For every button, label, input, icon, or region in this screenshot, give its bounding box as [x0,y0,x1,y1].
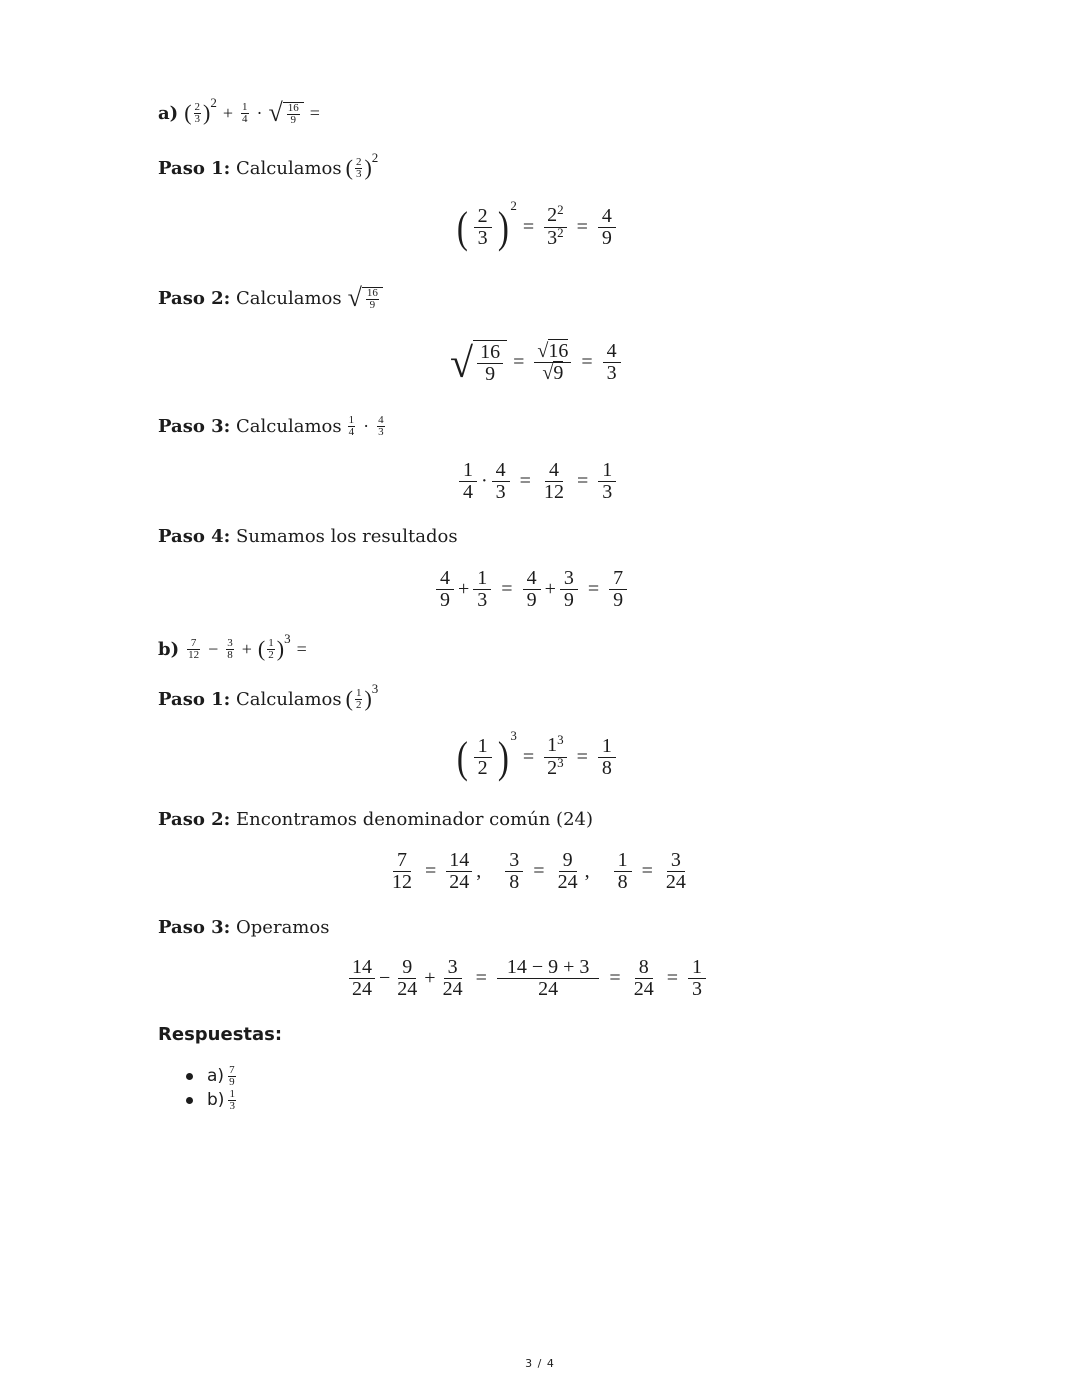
a-step1-equation: ( 2 3 ) 2 = $\frac{2^2}{3^2}$ = $\frac{4}{9}$ [455,205,620,250]
answer-a: a) 7 9 [186,1064,238,1088]
b-step2-heading: Paso 2: Encontramos denominador común (24) [158,809,593,830]
answers-list [186,1064,238,1112]
b-step1-heading: Paso 1: Calculamos ( 1 2 ) 3 [158,681,379,711]
exercise-b-statement: b) 7 12 − $\frac{3}{8}$ + ( 1 2 ) 3 = [158,631,307,661]
fraction: $\frac{1}{4}$ [242,100,248,125]
answers-title: Respuestas: [158,1024,283,1045]
b-step3-equation: 14 24 − $\frac{9}{24}$ + $\frac{3}{24}$ = $\frac{14 - 9 + 3}{24}$ = $\frac{8}{24}$ = $\frac{1}{3}$ [345,957,710,1000]
page-number: 3 / 4 [525,1357,555,1370]
fraction: 2 3 [194,100,201,125]
exercise-a-label: a) [158,102,179,124]
exercise-b-label: b) [158,638,180,660]
b-step1-equation: ( 1 2 ) 3 = $\frac{1^3}{2^3}$ = $\frac{1}{8}$ [455,735,620,780]
b-step2-equation: $\frac{7}{12}$ = $\frac{14}{24}$ , $\frac{3}{8}$ = $\frac{9}{24}$ , $\frac{1}{8}$ = $\frac{3}{24}$ [392,849,686,893]
a-step3-heading: Paso 3: Calculamos 1 4 · 4 3 [158,414,384,438]
b-step3-heading: Paso 3: Operamos [158,917,330,938]
a-step2-equation: √ $\frac{16}{9}$ = $\frac{√16}{√9}$ = $\frac{4}{3}$ [450,340,625,385]
answer-b: b) 1 3 [186,1088,238,1112]
a-step1-heading: Paso 1: Calculamos ( 2 3 ) 2 [158,150,379,180]
a-step2-heading: Paso 2: Calculamos √ $\frac{16}{9}$ [158,285,383,311]
square-root: √ $\frac{16}{9}$ [269,100,304,126]
a-step4-equation: 4 9 + $\frac{1}{3}$ = $\frac{4}{9}$ + $\frac{3}{9}$ = $\frac{7}{9}$ [432,568,631,611]
a-step3-equation: 1 4 · $\frac{4}{3}$ = $\frac{4}{12}$ = $\frac{1}{3}$ [455,460,620,503]
a-step4-heading: Paso 4: Sumamos los resultados [158,526,458,547]
exercise-a-statement: a) ( 2 3 ) 2 + $\frac{1}{4}$ · √ $\frac{16}{9}$ = [158,95,320,127]
